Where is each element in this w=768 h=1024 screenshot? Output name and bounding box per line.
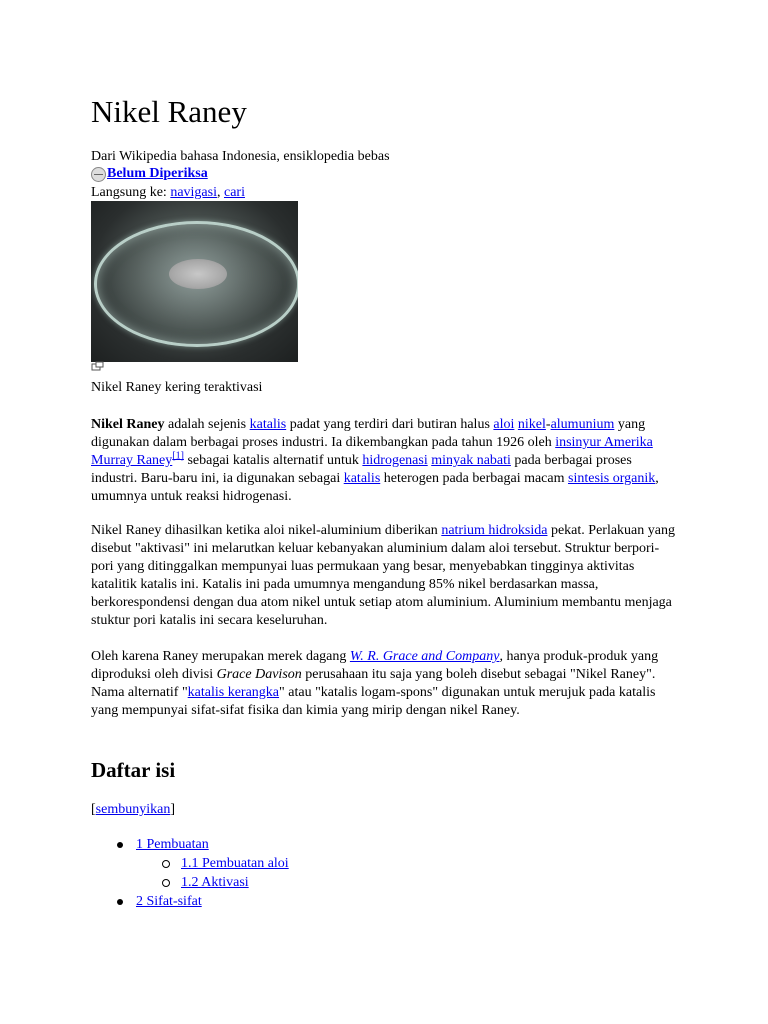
text: Oleh karena Raney merupakan merek dagang (91, 649, 350, 664)
page-title: Nikel Raney (91, 94, 247, 129)
link-sintesis-organik[interactable]: sintesis organik (568, 471, 656, 486)
term-bold: Nikel Raney (91, 417, 165, 432)
toc-item (91, 855, 491, 874)
enlarge-icon[interactable] (91, 361, 105, 371)
link-insinyur-amerika[interactable]: insinyur Amerika (555, 435, 653, 450)
link-hidrogenasi[interactable]: hidrogenasi (362, 453, 428, 468)
text: sebagai katalis alternatif untuk (183, 453, 363, 468)
link-minyak-nabati[interactable]: minyak nabati (431, 453, 511, 468)
link-nikel[interactable]: nikel (517, 417, 546, 432)
circle-bullet-icon (162, 879, 170, 887)
bullet-icon (117, 899, 123, 905)
bullet-icon (117, 842, 123, 848)
toc-list (91, 836, 491, 912)
raney-nickel-photo[interactable] (91, 201, 298, 362)
text: pekat. Perlakuan yang disebut "aktivasi" ini melarutkan keluar kebanyakan aluminium dalam aloi tersebut. Struktur berpori-pori yang ditinggalkan mempunyai luas permukaan yang besar, menyebabkan tingginya aktivitas katalitik katalis ini. Katalis ini pada umumnya mengandung 85% nikel berdasarkan massa, berkorespondensi dengan dua atom nikel untuk setiap atom aluminium. Aluminium membantu menjaga stuktur pori katalis ini secara keseluruhan. (91, 523, 675, 628)
toc-hide-link[interactable]: sembunyikan (95, 802, 171, 817)
link-aloi[interactable]: aloi (493, 417, 515, 432)
text: pada berbagai proses industri. Baru-baru ini, ia digunakan sebagai (91, 453, 632, 486)
trademark-paragraph (91, 648, 681, 720)
link-wr-grace[interactable]: W. R. Grace and Company (349, 649, 500, 664)
toc-title: Daftar isi (91, 758, 176, 782)
link-murray-raney[interactable]: Murray Raney (91, 453, 173, 468)
text: padat yang terdiri dari butiran halus (286, 417, 494, 432)
link-katalis-kerangka[interactable]: katalis kerangka (187, 685, 280, 700)
figure-caption: Nikel Raney kering teraktivasi (91, 380, 263, 395)
toc-bracket-open: [ (91, 802, 96, 817)
toc-bracket-close: ] (170, 802, 175, 817)
toc-link-aktivasi[interactable]: 1.2 Aktivasi (181, 875, 249, 890)
site-subtitle: Dari Wikipedia bahasa Indonesia, ensiklopedia bebas (91, 149, 390, 164)
toc-link-pembuatan-aloi[interactable]: 1.1 Pembuatan aloi (181, 856, 289, 871)
jump-prefix: Langsung ke: (91, 185, 171, 200)
link-katalis-2[interactable]: katalis (343, 471, 381, 486)
grace-davison-text: Grace Davison (216, 667, 302, 682)
text: perusahaan itu saja yang boleh disebut sebagai "Nikel Raney". Nama alternatif " (91, 667, 656, 700)
text: Nikel Raney dihasilkan ketika aloi nikel-aluminium diberikan (91, 523, 442, 538)
review-status (91, 165, 208, 183)
toc-item (91, 874, 491, 893)
toc-item (91, 836, 491, 855)
text: , hanya produk-produk yang diproduksi oleh divisi (91, 649, 659, 682)
link-natrium-hidroksida[interactable]: natrium hidroksida (441, 523, 548, 538)
jump-separator: , (216, 185, 224, 200)
jump-navigation-link[interactable]: navigasi (170, 185, 217, 200)
jump-search-link[interactable]: cari (223, 185, 245, 200)
toc-link-pembuatan[interactable]: 1 Pembuatan (136, 837, 209, 852)
link-alumunium[interactable]: alumunium (550, 417, 615, 432)
circle-bullet-icon (162, 860, 170, 868)
production-paragraph (91, 522, 681, 630)
text: yang digunakan dalam berbagai proses industri. Ia dikembangkan pada tahun 1926 oleh (91, 417, 646, 450)
reference-link[interactable]: [1] (172, 450, 184, 462)
toc-link-sifat-sifat[interactable]: 2 Sifat-sifat (136, 894, 202, 909)
text: , umumnya untuk reaksi hidrogenasi. (91, 471, 659, 504)
text: " atau "katalis logam-spons" digunakan untuk merujuk pada katalis yang mempunyai sifat-sifat fisika dan kimia yang mirip dengan nikel Raney. (91, 685, 656, 718)
text: adalah sejenis (164, 417, 250, 432)
text: heterogen pada berbagai macam (380, 471, 569, 486)
toc-toggle (91, 801, 175, 819)
review-status-link[interactable]: Belum Diperiksa (107, 166, 208, 181)
intro-paragraph (91, 416, 681, 506)
nickel-powder (169, 259, 227, 289)
link-katalis[interactable]: katalis (249, 417, 287, 432)
text: - (545, 417, 551, 432)
review-status-icon (91, 167, 106, 182)
toc-item (91, 893, 491, 912)
jump-links (91, 184, 245, 202)
